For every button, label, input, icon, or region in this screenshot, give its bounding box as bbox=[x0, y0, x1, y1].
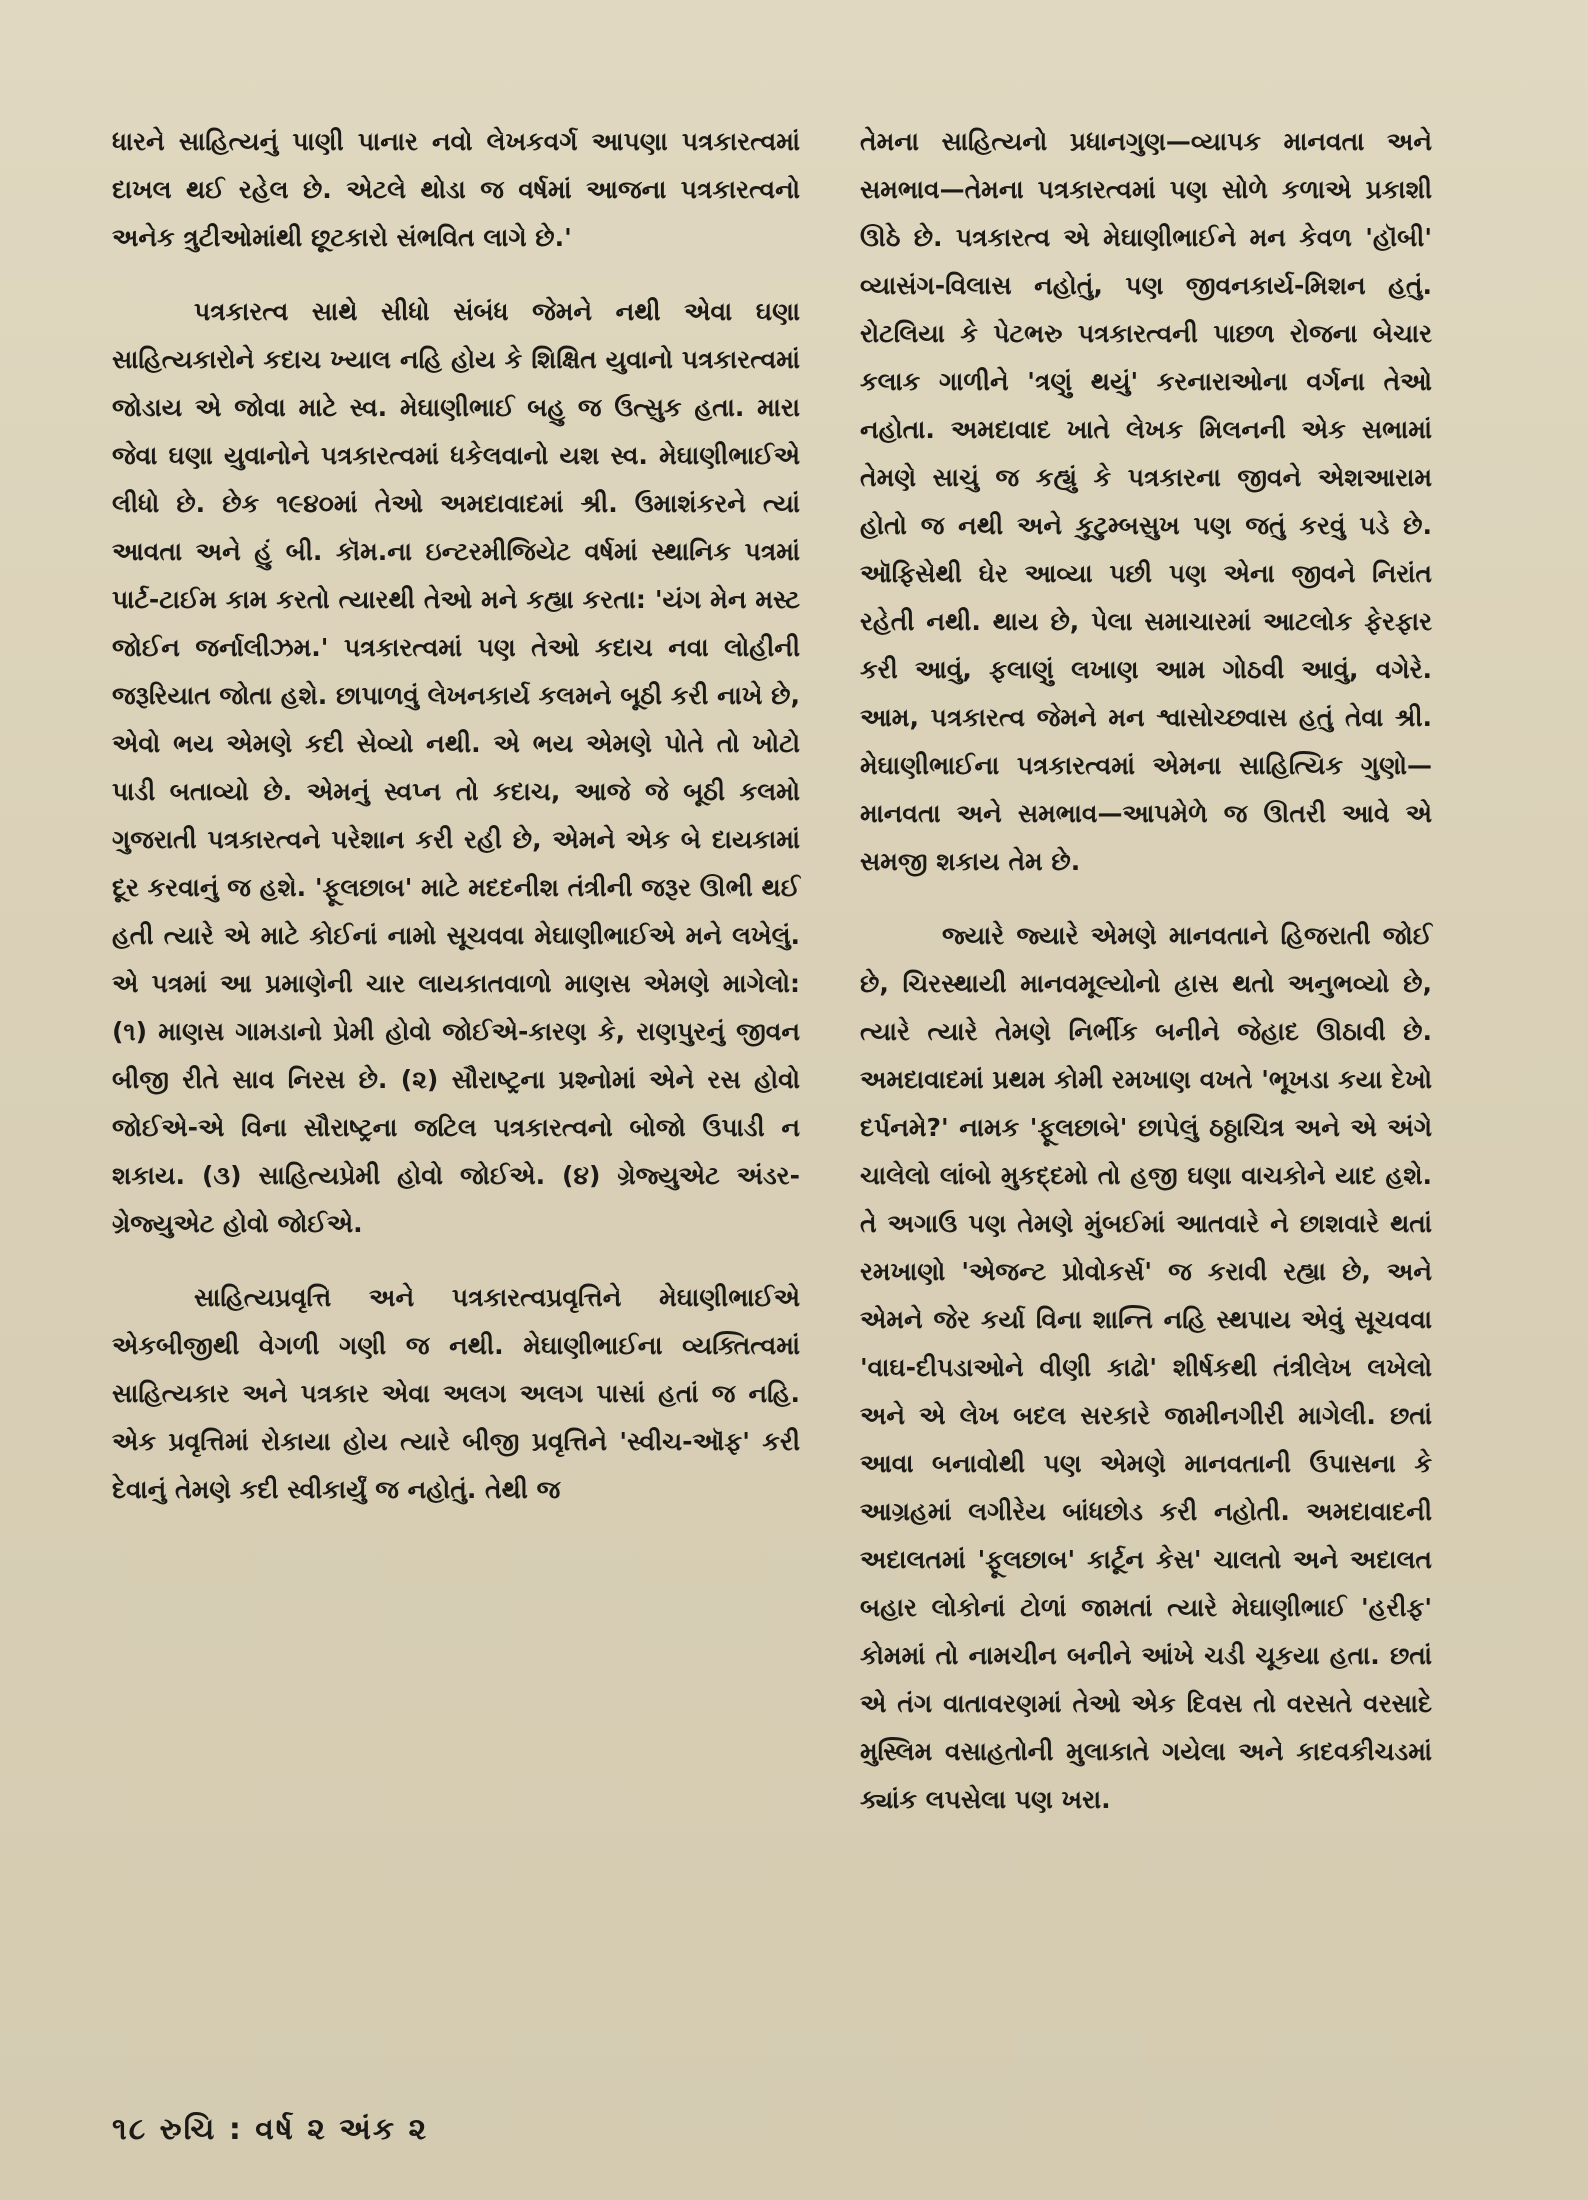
right-text-column bbox=[860, 118, 1432, 1850]
paragraph-humanity-sympathy: તેમના સાહિત્યનો પ્રધાનગુણ—વ્યાપક માનવતા અને સમભાવ—તેમના પત્રકારત્વમાં પણ સોળે કળાએ પ્રકાશી ઊઠે છે. પત્રકારત્વ એ મેઘાણીભાઈને મન કેવળ 'હૉબી' વ્યાસંગ-વિલાસ નહોતું, પણ જીવનકાર્ય-મિશન હતું. રોટલિયા કે પેટભરુ પત્રકારત્વની પાછળ રોજના બેચાર કલાક ગાળીને 'ત્રણું થયું' કરનારાઓના વર્ગના તેઓ નહોતા. અમદાવાદ ખાતે લેખક મિલનની એક સભામાં તેમણે સાચું જ કહ્યું કે પત્રકારના જીવને એશઆરામ હોતો જ નથી અને કુટુમ્બસુખ પણ જતું કરવું પડે છે. ઑફિસેથી ઘેર આવ્યા પછી પણ એના જીવને નિરાંત રહેતી નથી. થાય છે, પેલા સમાચારમાં આટલોક ફેરફાર કરી આવું, ફલાણું લખાણ આમ ગોઠવી આવું, વગેરે. આમ, પત્રકારત્વ જેમને મન શ્વાસોચ્છ્વાસ હતું તેવા શ્રી. મેઘાણીભાઈના પત્રકારત્વમાં એમના સાહિત્યિક ગુણો—માનવતા અને સમભાવ—આપમેળે જ ઊતરી આવે એ સમજી શકાય તેમ છે. bbox=[860, 127, 1432, 876]
left-text-column bbox=[112, 118, 800, 1540]
paragraph-journalism-youth: પત્રકારત્વ સાથે સીધો સંબંધ જેમને નથી એવા ઘણા સાહિત્યકારોને કદાચ ખ્યાલ નહિ હોય કે શિક્ષિત યુવાનો પત્રકારત્વમાં જોડાય એ જોવા માટે સ્વ. મેઘાણીભાઈ બહુ જ ઉત્સુક હતા. મારા જેવા ઘણા યુવાનોને પત્રકારત્વમાં ધકેલવાનો યશ સ્વ. મેઘાણીભાઈએ લીધો છે. છેક ૧૯૪૦માં તેઓ અમદાવાદમાં શ્રી. ઉમાશંકરને ત્યાં આવતા અને હું બી. કૉમ.ના ઇન્ટરમીજિયેટ વર્ષમાં સ્થાનિક પત્રમાં પાર્ટ-ટાઈમ કામ કરતો ત્યારથી તેઓ મને કહ્યા કરતા: 'યંગ મેન મસ્ટ જોઈન જર્નાલીઝમ.' પત્રકારત્વમાં પણ તેઓ કદાચ નવા લોહીની જરૂરિયાત જોતા હશે. છાપાળવું લેખનકાર્ય કલમને બૂઠી કરી નાખે છે, એવો ભય એમણે કદી સેવ્યો નથી. એ ભય એમણે પોતે તો ખોટો પાડી બતાવ્યો છે. એમનું સ્વપ્ન તો કદાચ, આજે જે બૂઠી કલમો ગુજરાતી પત્રકારત્વને પરેશાન કરી રહી છે, એમને એક બે દાયકામાં દૂર કરવાનું જ હશે. 'ફૂલછાબ' માટે મદદનીશ તંત્રીની જરૂર ઊભી થઈ હતી ત્યારે એ માટે કોઈનાં નામો સૂચવવા મેઘાણીભાઈએ મને લખેલું. એ પત્રમાં આ પ્રમાણેની ચાર લાયકાતવાળો માણસ એમણે માગેલો: (૧) માણસ ગામડાનો પ્રેમી હોવો જોઈએ-કારણ કે, રાણપુરનું જીવન બીજી રીતે સાવ નિરસ છે. (૨) સૌરાષ્ટ્રના પ્રશ્નોમાં એને રસ હોવો જોઈએ-એ વિના સૌરાષ્ટ્રના જટિલ પત્રકારત્વનો બોજો ઉપાડી ન શકાય. (૩) સાહિત્યપ્રેમી હોવો જોઈએ. (૪) ગ્રેજ્યુએટ અંડર-ગ્રેજ્યુએટ હોવો જોઈએ. bbox=[112, 297, 800, 1238]
paragraph-literature-journalism: સાહિત્યપ્રવૃત્તિ અને પત્રકારત્વપ્રવૃત્તિને મેઘાણીભાઈએ એકબીજીથી વેગળી ગણી જ નથી. મેઘાણીભાઈના વ્યક્તિત્વમાં સાહિત્યકાર અને પત્રકાર એવા અલગ અલગ પાસાં હતાં જ નહિ. એક પ્રવૃત્તિમાં રોકાયા હોય ત્યારે બીજી પ્રવૃત્તિને 'સ્વીચ-ઑફ' કરી દેવાનું તેમણે કદી સ્વીકાર્યું જ નહોતું. તેથી જ bbox=[112, 1283, 800, 1504]
page-footer-folio: ૧૮ રુચિ : વર્ષ ૨ અંક ૨ bbox=[112, 2112, 429, 2147]
paragraph-crusade: જ્યારે જ્યારે એમણે માનવતાને હિજરાતી જોઈ છે, ચિરસ્થાયી માનવમૂલ્યોનો હ્રાસ થતો અનુભવ્યો છે, ત્યારે ત્યારે તેમણે નિર્ભીક બનીને જેહાદ ઊઠાવી છે. અમદાવાદમાં પ્રથમ કોમી રમખાણ વખતે 'ભૂખડા કયા દેખો દર્પનમે?' નામક 'ફૂલછાબે' છાપેલું ઠઠ્ઠાચિત્ર અને એ અંગે ચાલેલો લાંબો મુકદ્દમો તો હજી ઘણા વાચકોને યાદ હશે. તે અગાઉ પણ તેમણે મુંબઈમાં આતવારે ને છાશવારે થતાં રમખાણો 'એજન્ટ પ્રોવોકર્સ' જ કરાવી રહ્યા છે, અને એમને જેર કર્યા વિના શાન્તિ નહિ સ્થપાય એવું સૂચવવા 'વાઘ-દીપડાઓને વીણી કાઢો' શીર્ષકથી તંત્રીલેખ લખેલો અને એ લેખ બદલ સરકારે જામીનગીરી માગેલી. છતાં આવા બનાવોથી પણ એમણે માનવતાની ઉપાસના કે આગ્રહમાં લગીરેય બાંધછોડ કરી નહોતી. અમદાવાદની અદાલતમાં 'ફૂલછાબ' કાર્ટૂન કેસ' ચાલતો અને અદાલત બહાર લોકોનાં ટોળાં જામતાં ત્યારે મેઘાણીભાઈ 'હરીફ' કોમમાં તો નામચીન બનીને આંખે ચડી ચૂકયા હતા. છતાં એ તંગ વાતાવરણમાં તેઓ એક દિવસ તો વરસતે વરસાદે મુસ્લિમ વસાહતોની મુલાકાતે ગયેલા અને કાદવકીચડમાં ક્યાંક લપસેલા પણ ખરા. bbox=[860, 921, 1432, 1814]
paragraph-quote-end: ધારને સાહિત્યનું પાણી પાનાર નવો લેખકવર્ગ આપણા પત્રકારત્વમાં દાખલ થઈ રહેલ છે. એટલે થોડા જ વર્ષમાં આજના પત્રકારત્વનો અનેક ત્રુટીઓમાંથી છૂટકારો સંભવિત લાગે છે.' bbox=[112, 127, 800, 252]
